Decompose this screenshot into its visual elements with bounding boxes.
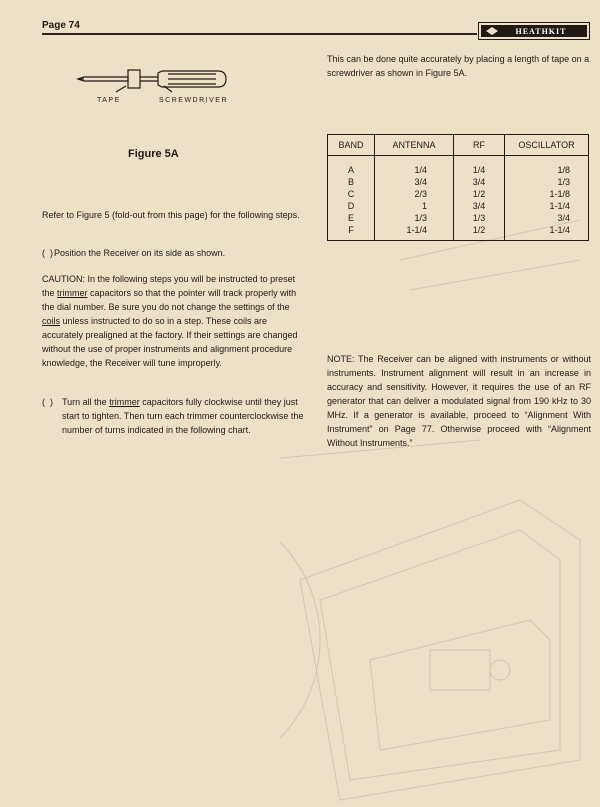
- antenna-cell: 1-1/4: [375, 224, 454, 241]
- oscillator-cell: 1/8: [505, 156, 589, 177]
- alignment-turns-table: [327, 134, 589, 241]
- band-cell: E: [328, 212, 375, 224]
- oscillator-cell: 1-1/4: [505, 200, 589, 212]
- heathkit-logo: [478, 22, 590, 40]
- page-number: Page 74: [42, 20, 80, 31]
- rf-cell: 1/3: [454, 212, 505, 224]
- caution-text: unless instructed to do so in a step. These coils are accurately prealigned at the factory. If their settings are changed without the use of proper instruments and alignment procedure knowledge, the Receiver will tune improperly.: [42, 316, 298, 368]
- column-header-oscillator: OSCILLATOR: [505, 135, 589, 156]
- antenna-cell: 1/4: [375, 156, 454, 177]
- step-checkbox[interactable]: ( ): [42, 397, 53, 407]
- figure-caption: Figure 5A: [128, 148, 179, 160]
- band-cell: A: [328, 156, 375, 177]
- step-position-receiver: [42, 246, 304, 260]
- rf-cell: 1/2: [454, 188, 505, 200]
- step-text: [62, 395, 308, 437]
- oscillator-cell: 1-1/4: [505, 224, 589, 241]
- coils-emphasis: coils: [42, 316, 61, 326]
- antenna-cell: 1/3: [375, 212, 454, 224]
- screwdriver-label: SCREWDRIVER: [159, 97, 229, 104]
- table-row: [328, 188, 589, 200]
- intro-paragraph: Refer to Figure 5 (fold-out from this page) for the following steps.: [42, 210, 300, 220]
- band-cell: B: [328, 176, 375, 188]
- antenna-cell: 1: [375, 200, 454, 212]
- step-checkbox[interactable]: ( ): [42, 248, 53, 258]
- band-cell: D: [328, 200, 375, 212]
- caution-paragraph: [42, 272, 308, 370]
- step-text-part: capacitors fully clockwise until they just start to tighten. Then turn each trimmer counterclockwise the number of turns indicated in the following chart.: [62, 397, 304, 435]
- step-turn-trimmers: [42, 395, 308, 455]
- step-text: Position the Receiver on its side as shown.: [54, 248, 226, 258]
- trimmer-emphasis: trimmer: [57, 288, 88, 298]
- band-cell: F: [328, 224, 375, 241]
- table-row: [328, 224, 589, 241]
- table-row: [328, 212, 589, 224]
- tape-label: TAPE: [97, 97, 121, 104]
- table-row: [328, 176, 589, 188]
- tape-instruction-paragraph: This can be done quite accurately by placing a length of tape on a screwdriver as shown in Figure 5A.: [327, 54, 590, 78]
- antenna-cell: 2/3: [375, 188, 454, 200]
- oscillator-cell: 1-1/8: [505, 188, 589, 200]
- table-row: [328, 156, 589, 177]
- heathkit-logo-text: HEATHKIT: [515, 26, 567, 36]
- rf-cell: 3/4: [454, 176, 505, 188]
- rf-cell: 3/4: [454, 200, 505, 212]
- caution-text: capacitors so that the pointer will track properly with the dial number. Be sure you do not change the settings of the: [42, 288, 297, 312]
- column-header-rf: RF: [454, 135, 505, 156]
- oscillator-cell: 3/4: [505, 212, 589, 224]
- table-header-row: [328, 135, 589, 156]
- column-header-antenna: ANTENNA: [375, 135, 454, 156]
- antenna-cell: 3/4: [375, 176, 454, 188]
- rf-cell: 1/2: [454, 224, 505, 241]
- header-rule: [42, 33, 477, 35]
- step-text-part: Turn all the: [62, 397, 110, 407]
- screwdriver-tape-illustration: [76, 66, 246, 112]
- column-header-band: BAND: [328, 135, 375, 156]
- note-paragraph: NOTE: The Receiver can be aligned with instruments or without instruments. Instrument alignment will result in an increase in accuracy and sensitivity. However, it requires the use of an RF generator that can deliver a modulated signal from 190 kHz to 30 MHz. If a generator is available, proceed to “Alignment With Instrument” on Page 77. Otherwise proceed with “Alignment Without Instruments.”: [327, 354, 591, 448]
- table-row: [328, 200, 589, 212]
- rf-cell: 1/4: [454, 156, 505, 177]
- oscillator-cell: 1/3: [505, 176, 589, 188]
- caution-text: CAUTION: In the following steps you will be instructed to preset the: [42, 274, 296, 298]
- trimmer-emphasis: trimmer: [109, 397, 140, 407]
- band-cell: C: [328, 188, 375, 200]
